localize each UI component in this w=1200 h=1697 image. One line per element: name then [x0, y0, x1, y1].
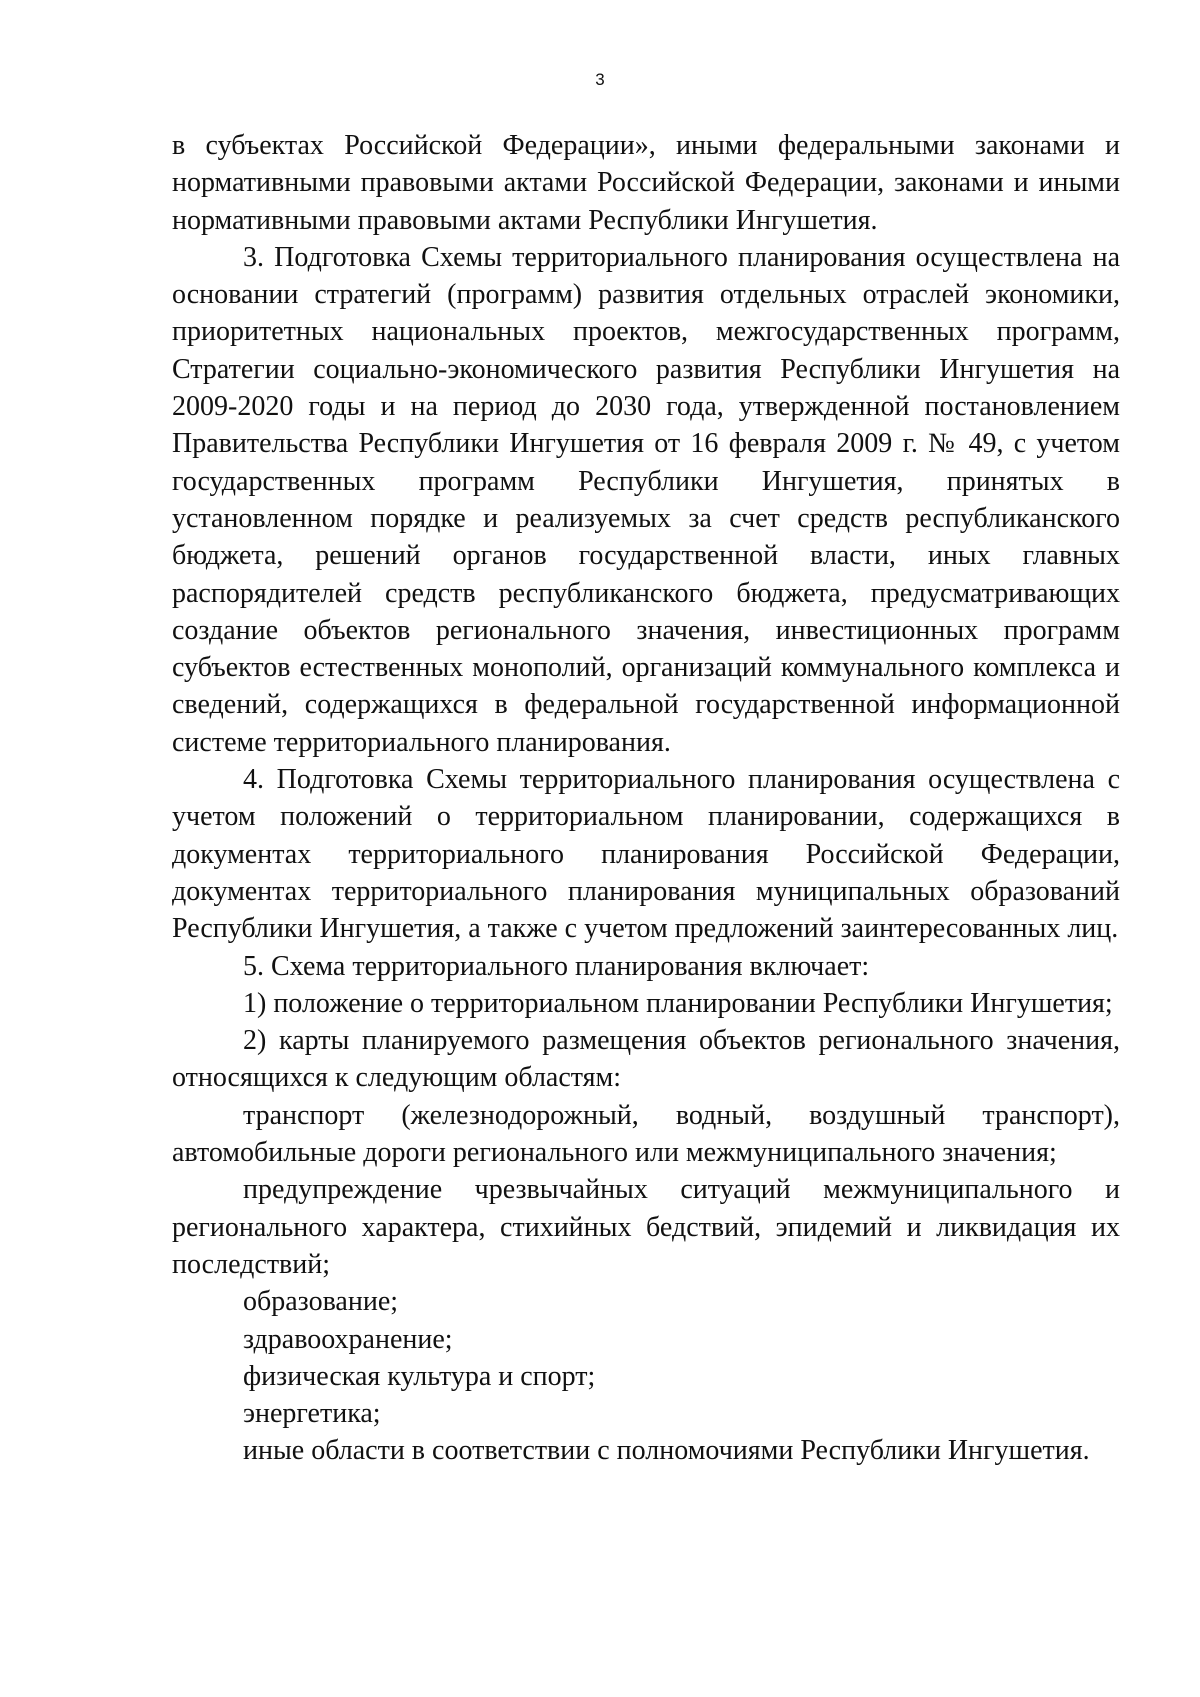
document-body: [172, 127, 1120, 1470]
area-transport: транспорт (железнодорожный, водный, воздушный транспорт), автомобильные дороги регионального или межмуниципального значения;: [172, 1099, 1120, 1169]
paragraph-item-5: 5. Схема территориального планирования включает:: [243, 950, 870, 982]
paragraph-item-4: 4. Подготовка Схемы территориального планирования осуществлена с учетом положений о территориальном планировании, содержащихся в документах территориального планирования Российской Федерации, документах территориального планирования муниципальных образований Республики Ингушетия, а также с учетом предложений заинтересованных лиц.: [172, 764, 1120, 945]
subitem-2: 2) карты планируемого размещения объектов регионального значения, относящихся к следующим областям:: [172, 1025, 1120, 1094]
area-sport: физическая культура и спорт;: [243, 1360, 596, 1392]
area-energy: энергетика;: [243, 1398, 381, 1430]
area-healthcare: здравоохранение;: [243, 1323, 453, 1355]
page-number: 3: [595, 70, 605, 89]
area-emergency: предупреждение чрезвычайных ситуаций межмуниципального и регионального характера, стихийных бедствий, эпидемий и ликвидация их последствий;: [172, 1174, 1120, 1280]
area-education: образование;: [243, 1286, 399, 1318]
subitem-1: 1) положение о территориальном планировании Республики Ингушетия;: [243, 987, 1113, 1019]
area-other: иные области в соответствии с полномочиями Республики Ингушетия.: [243, 1435, 1090, 1467]
paragraph-item-3: 3. Подготовка Схемы территориального планирования осуществлена на основании стратегий (программ) развития отдельных отраслей экономики, приоритетных национальных проектов, межгосударственных программ, Стратегии социально-экономического развития Республики Ингушетия на 2009-2020 годы и на период до 2030 года, утвержденной постановлением Правительства Республики Ингушетия от 16 февраля 2009 г. № 49, с учетом государственных программ Республики Ингушетия, принятых в установленном порядке и реализуемых за счет средств республиканского бюджета, решений органов государственной власти, иных главных распорядителей средств республиканского бюджета, предусматривающих создание объектов регионального значения, инвестиционных программ субъектов естественных монополий, организаций коммунального комплекса и сведений, содержащихся в федеральной государственной информационной системе территориального планирования.: [172, 241, 1120, 758]
paragraph-continuation: в субъектах Российской Федерации», иными федеральными законами и нормативными правовыми актами Российской Федерации, законами и иными нормативными правовыми актами Республики Ингушетия.: [172, 130, 1120, 236]
